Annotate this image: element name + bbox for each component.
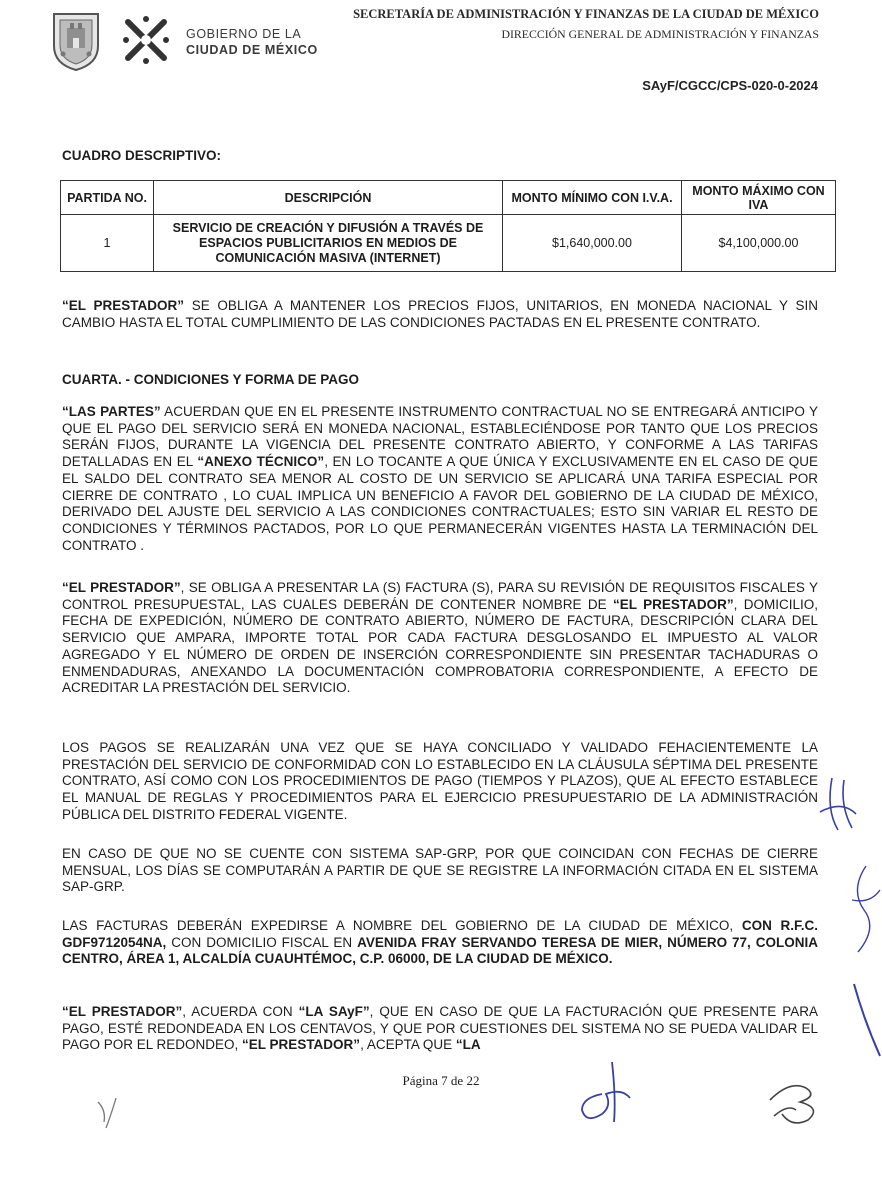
paragraph-las-partes [62, 404, 818, 554]
bold-text: “EL PRESTADOR” [62, 298, 184, 313]
bottom-initial-signature-icon [572, 1058, 636, 1128]
paragraph-text: LOS PAGOS SE REALIZARÁN UNA VEZ QUE SE HAYA CONCILIADO Y VALIDADO FEHACIENTEMENTE LA PRESTACIÓN DEL SERVICIO DE CONFORMIDAD CON LO ESTABLECIDO EN LA CLÁUSULA SÉPTIMA DEL PRESENTE CONTRATO, ASÍ COMO CON LOS PROCEDIMIENTOS DE PAGO (TIEMPOS Y PLAZOS), QUE AL EFECTO ESTABLECE EL MANUAL DE REGLAS Y PROCEDIMIENTOS PARA EL EJERCICIO PRESUPUESTARIO DE LA ADMINISTRACIÓN PÚBLICA DEL DISTRITO FEDERAL VIGENTE. [62, 740, 818, 822]
paragraph-rfc [62, 918, 818, 968]
gov-logo-line1: GOBIERNO DE LA [186, 27, 302, 41]
bold-text: “LA SAyF” [298, 1004, 370, 1019]
header-partida: PARTIDA NO. [61, 181, 154, 215]
cell-partida: 1 [61, 215, 154, 272]
section-heading-cuarta: CUARTA. - CONDICIONES Y FORMA DE PAGO [62, 372, 360, 387]
paragraph-text: LAS FACTURAS DEBERÁN EXPEDIRSE A NOMBRE DEL GOBIERNO DE LA CIUDAD DE MÉXICO, [62, 918, 742, 933]
paragraph-precios-fijos [62, 298, 818, 331]
paragraph-text: EN CASO DE QUE NO SE CUENTE CON SISTEMA SAP-GRP, POR QUE COINCIDAN CON FECHAS DE CIERRE MENSUAL, LOS DÍAS SE COMPUTARÁN A PARTIR DE QUE SE REGISTRE LA INFORMACIÓN CITADA EN EL SISTEMA SAP-GRP. [62, 846, 818, 895]
bold-text: AVENIDA FRAY SERVANDO TERESA DE MIER, NÚMERO 77, COLONIA CENTRO, ÁREA 1, ALCALDÍA CUAUHTÉMOC, C.P. 06000, DE LA CIUDAD DE MÉXICO. [62, 934, 818, 967]
cuadro-title: CUADRO DESCRIPTIVO: [62, 148, 222, 163]
paragraph-text: SE OBLIGA A MANTENER LOS PRECIOS FIJOS, UNITARIOS, EN MONEDA NACIONAL Y SIN CAMBIO HASTA EL TOTAL CUMPLIMIENTO DE LAS CONDICIONES PACTADAS EN EL PRESENTE CONTRATO. [62, 298, 818, 330]
paragraph-text: , DOMICILIO, FECHA DE EXPEDICIÓN, NÚMERO DE CONTRATO ABIERTO, NÚMERO DE FACTURA, DESCRIPCIÓN CLARA DEL SERVICIO QUE AMPARA, IMPORTE TOTAL POR CADA FACTURA DESGLOSANDO EL IMPUESTO AL VALOR AGREGADO Y EL NÚMERO DE ORDEN DE INSERCIÓN CORRESPONDIENTE SIN PRESENTAR TACHADURAS O ENMENDADURAS, ANEXANDO LA DOCUMENTACIÓN COMPROBATORIA CORRESPONDIENTE, A EFECTO DE ACREDITAR LA PRESTACIÓN DEL SERVICIO. [62, 596, 819, 696]
paragraph-text: CON DOMICILIO FISCAL EN [166, 934, 358, 950]
bold-text: “LAS PARTES” [62, 404, 161, 419]
table-row [61, 215, 836, 272]
secretaria-heading: SECRETARÍA DE ADMINISTRACIÓN Y FINANZAS DE LA CIUDAD DE MÉXICO [353, 7, 819, 21]
margin-initial-signature-icon [812, 770, 862, 840]
coat-of-arms-icon [50, 10, 102, 72]
gov-logo-line2: CIUDAD DE MÉXICO [186, 43, 318, 57]
bold-text: “LA [455, 1037, 481, 1053]
bold-text: “EL PRESTADOR” [242, 1037, 361, 1053]
cdmx-logo-icon [118, 14, 174, 66]
cell-monto-minimo: $1,640,000.00 [503, 215, 682, 272]
bold-text: “ANEXO TÉCNICO” [197, 454, 325, 470]
contract-reference: SAyF/CGCC/CPS-020-0-2024 [642, 78, 818, 93]
paragraph-text: , ACUERDA CON [182, 1004, 299, 1019]
table-header-row [61, 181, 836, 215]
paragraph-text: , ACEPTA QUE [360, 1037, 456, 1053]
cell-descripcion: SERVICIO DE CREACIÓN Y DIFUSIÓN A TRAVÉS DE ESPACIOS PUBLICITARIOS EN MEDIOS DE COMUNICACIÓN MASIVA (INTERNET) [154, 215, 503, 272]
paragraph-text: , SE OBLIGA A PRESENTAR LA (S) FACTURA (S), PARA SU REVISIÓN DE REQUISITOS FISCALES Y CONTROL PRESUPUESTAL, LAS CUALES DEBERÁN DE CONTENER NOMBRE DE [62, 580, 819, 612]
paragraph-sap-grp [62, 846, 818, 896]
bottom-right-initial-icon [760, 1070, 830, 1130]
bold-text: “EL PRESTADOR” [62, 1004, 183, 1019]
header-monto-maximo: MONTO MÁXIMO CON IVA [682, 181, 836, 215]
margin-signature-icon [830, 860, 882, 970]
paragraph-pagos [62, 740, 818, 824]
bottom-left-mark-icon [92, 1092, 128, 1132]
margin-stroke-signature-icon [850, 980, 882, 1060]
header-monto-minimo: MONTO MÍNIMO CON I.V.A. [503, 181, 682, 215]
bold-text: “EL PRESTADOR” [612, 596, 734, 612]
paragraph-facturas-requisitos [62, 580, 818, 697]
paragraph-redondeo [62, 1004, 818, 1054]
header-descripcion: DESCRIPCIÓN [154, 181, 503, 215]
direccion-heading: DIRECCIÓN GENERAL DE ADMINISTRACIÓN Y FINANZAS [501, 27, 819, 41]
paragraph-text: , EN LO TOCANTE A QUE ÚNICA Y EXCLUSIVAMENTE EN EL CASO DE QUE EL SALDO DEL CONTRATO SEA MENOR AL COSTO DE UN SERVICIO SE APLICARÁ UNA TARIFA ESPECIAL POR CIERRE DE CONTRATO , LO CUAL IMPLICA UN BENEFICIO A FAVOR DEL GOBIERNO DE LA CIUDAD DE MÉXICO, DERIVADO DEL AJUSTE DEL SERVICIO A LAS CONDICIONES CONTRACTUALES; ESTO SIN VARIAR EL RESTO DE CONDICIONES Y TÉRMINOS PACTADOS, POR LO QUE PERMANECERÁN VIGENTES HASTA LA TERMINACIÓN DEL CONTRATO . [62, 454, 818, 553]
bold-text: “EL PRESTADOR” [62, 580, 181, 595]
paragraph-text: , QUE EN CASO DE QUE LA FACTURACIÓN QUE PRESENTE PARA PAGO, ESTÉ REDONDEADA EN LOS CENTAVOS, Y QUE POR CUESTIONES DEL SISTEMA NO SE PUEDA VALIDAR EL PAGO POR EL REDONDEO, [62, 1004, 818, 1053]
bold-text: CON R.F.C. GDF9712054NA, [62, 918, 818, 950]
page-number: Página 7 de 22 [402, 1073, 480, 1088]
cuadro-table [60, 180, 836, 272]
cell-monto-maximo: $4,100,000.00 [682, 215, 836, 272]
paragraph-text: ACUERDAN QUE EN EL PRESENTE INSTRUMENTO CONTRACTUAL NO SE ENTREGARÁ ANTICIPO Y QUE EL PAGO DEL SERVICIO SERÁ EN MONEDA NACIONAL, ESTABLECIÉNDOSE POR TANTO QUE LOS PRECIOS SERÁN FIJOS, DURANTE LA VIGENCIA DEL PRESENTE CONTRATO ABIERTO, Y CONFORME A LAS TARIFAS DETALLADAS EN EL [62, 404, 818, 470]
